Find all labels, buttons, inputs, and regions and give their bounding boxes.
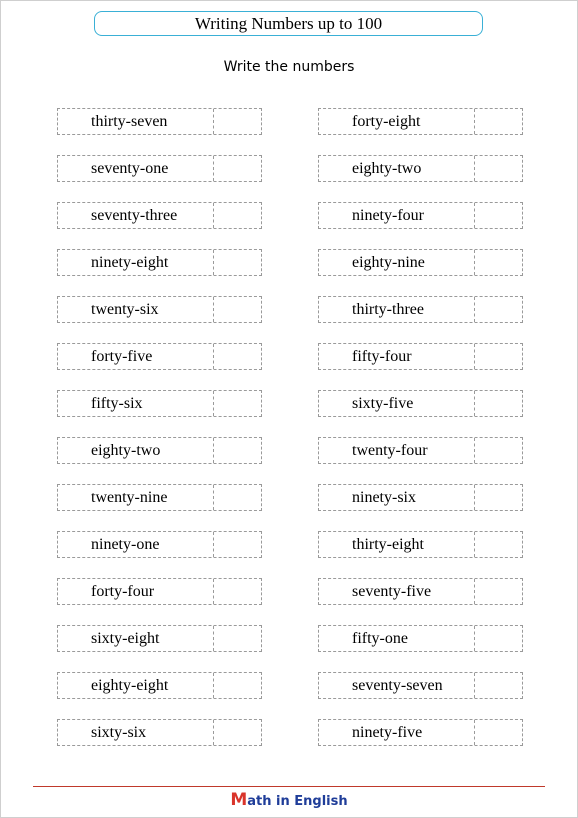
number-word: seventy-five	[319, 579, 475, 604]
logo-first-letter: M	[230, 790, 248, 810]
answer-box[interactable]	[214, 532, 261, 557]
number-word: ninety-one	[58, 532, 214, 557]
footer-divider	[33, 786, 545, 787]
answer-box[interactable]	[214, 344, 261, 369]
exercise-item	[57, 484, 262, 511]
instruction-text: Write the numbers	[223, 59, 355, 75]
answer-box[interactable]	[475, 626, 522, 651]
number-word: seventy-one	[58, 156, 214, 181]
number-word: thirty-three	[319, 297, 475, 322]
exercise-item	[57, 343, 262, 370]
answer-box[interactable]	[475, 673, 522, 698]
math-in-english-logo	[0, 790, 578, 810]
exercise-item	[318, 202, 523, 229]
exercise-item	[57, 108, 262, 135]
answer-box[interactable]	[214, 156, 261, 181]
answer-box[interactable]	[475, 109, 522, 134]
answer-box[interactable]	[214, 203, 261, 228]
answer-box[interactable]	[475, 297, 522, 322]
number-word: sixty-eight	[58, 626, 214, 651]
answer-box[interactable]	[475, 532, 522, 557]
number-word: fifty-six	[58, 391, 214, 416]
worksheet-title	[94, 11, 483, 36]
number-word: fifty-four	[319, 344, 475, 369]
answer-box[interactable]	[475, 391, 522, 416]
number-word: twenty-six	[58, 297, 214, 322]
answer-box[interactable]	[475, 579, 522, 604]
number-word: ninety-five	[319, 720, 475, 745]
exercise-item	[318, 390, 523, 417]
exercise-item	[57, 719, 262, 746]
exercise-item	[57, 202, 262, 229]
answer-box[interactable]	[214, 485, 261, 510]
answer-box[interactable]	[214, 720, 261, 745]
exercise-item	[318, 343, 523, 370]
number-word: ninety-four	[319, 203, 475, 228]
number-word: seventy-seven	[319, 673, 475, 698]
exercise-item	[318, 484, 523, 511]
answer-box[interactable]	[214, 109, 261, 134]
answer-box[interactable]	[475, 344, 522, 369]
worksheet-title-text: Writing Numbers up to 100	[194, 13, 383, 33]
answer-box[interactable]	[214, 626, 261, 651]
number-word: forty-five	[58, 344, 214, 369]
logo-text: ath in English	[247, 794, 348, 809]
number-word: twenty-four	[319, 438, 475, 463]
answer-box[interactable]	[214, 438, 261, 463]
exercise-item	[57, 672, 262, 699]
exercise-item	[318, 672, 523, 699]
exercise-item	[318, 108, 523, 135]
exercise-item	[57, 390, 262, 417]
exercise-grid	[57, 108, 523, 746]
answer-box[interactable]	[214, 297, 261, 322]
number-word: ninety-six	[319, 485, 475, 510]
exercise-item	[318, 719, 523, 746]
number-word: seventy-three	[58, 203, 214, 228]
number-word: thirty-seven	[58, 109, 214, 134]
number-word: eighty-two	[319, 156, 475, 181]
exercise-item	[57, 155, 262, 182]
exercise-item	[318, 625, 523, 652]
exercise-item	[318, 155, 523, 182]
number-word: fifty-one	[319, 626, 475, 651]
exercise-item	[57, 437, 262, 464]
answer-box[interactable]	[214, 579, 261, 604]
exercise-item	[318, 531, 523, 558]
number-word: forty-eight	[319, 109, 475, 134]
number-word: ninety-eight	[58, 250, 214, 275]
exercise-item	[57, 625, 262, 652]
number-word: eighty-eight	[58, 673, 214, 698]
exercise-item	[57, 296, 262, 323]
answer-box[interactable]	[475, 203, 522, 228]
answer-box[interactable]	[214, 250, 261, 275]
exercise-item	[318, 296, 523, 323]
number-word: eighty-two	[58, 438, 214, 463]
answer-box[interactable]	[214, 391, 261, 416]
answer-box[interactable]	[214, 673, 261, 698]
number-word: sixty-five	[319, 391, 475, 416]
number-word: thirty-eight	[319, 532, 475, 557]
exercise-item	[318, 437, 523, 464]
number-word: sixty-six	[58, 720, 214, 745]
answer-box[interactable]	[475, 250, 522, 275]
number-word: forty-four	[58, 579, 214, 604]
exercise-item	[57, 249, 262, 276]
exercise-item	[318, 578, 523, 605]
answer-box[interactable]	[475, 438, 522, 463]
exercise-item	[57, 531, 262, 558]
exercise-item	[318, 249, 523, 276]
answer-box[interactable]	[475, 720, 522, 745]
exercise-item	[57, 578, 262, 605]
number-word: eighty-nine	[319, 250, 475, 275]
answer-box[interactable]	[475, 156, 522, 181]
answer-box[interactable]	[475, 485, 522, 510]
number-word: twenty-nine	[58, 485, 214, 510]
